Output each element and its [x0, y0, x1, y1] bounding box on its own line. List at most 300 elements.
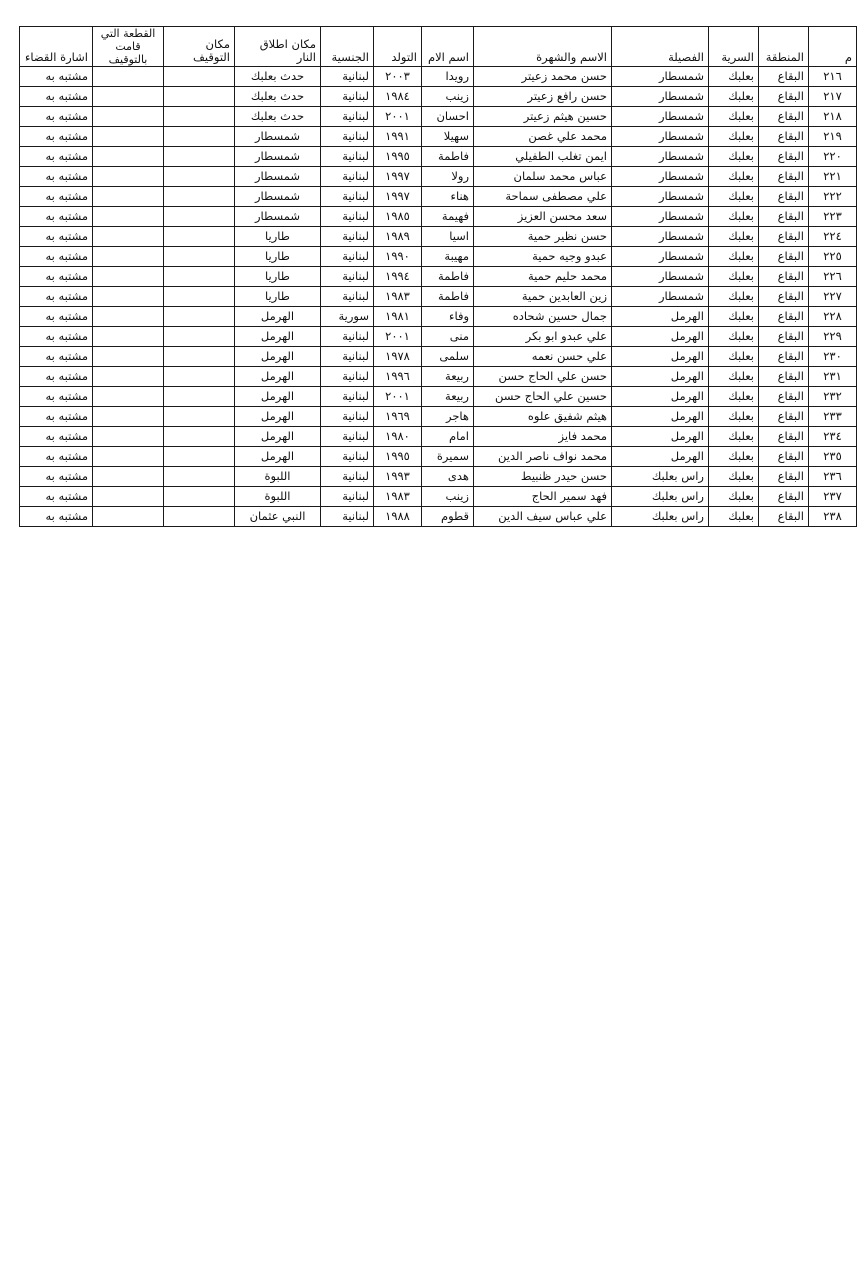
table-row	[20, 467, 857, 487]
cell-company: بعلبك	[709, 427, 759, 447]
table-row	[20, 407, 857, 427]
cell-region: البقاع	[759, 87, 809, 107]
cell-arresting-unit	[93, 407, 164, 427]
cell-name: علي عباس سيف الدين	[474, 507, 612, 527]
cell-index: ٢٣٤	[809, 427, 857, 447]
cell-region: البقاع	[759, 247, 809, 267]
cell-judiciary: مشتبه به	[20, 107, 93, 127]
cell-judiciary: مشتبه به	[20, 287, 93, 307]
cell-arresting-unit	[93, 87, 164, 107]
cell-arrest-place	[164, 267, 235, 287]
cell-arresting-unit	[93, 147, 164, 167]
cell-judiciary: مشتبه به	[20, 407, 93, 427]
cell-arresting-unit	[93, 347, 164, 367]
cell-arresting-unit	[93, 267, 164, 287]
cell-region: البقاع	[759, 267, 809, 287]
cell-judiciary: مشتبه به	[20, 347, 93, 367]
cell-fire-place: طاريا	[235, 227, 321, 247]
cell-platoon: شمسطار	[612, 247, 709, 267]
cell-company: بعلبك	[709, 447, 759, 467]
table-row	[20, 427, 857, 447]
cell-index: ٢٢٤	[809, 227, 857, 247]
cell-company: بعلبك	[709, 127, 759, 147]
cell-judiciary: مشتبه به	[20, 87, 93, 107]
cell-platoon: الهرمل	[612, 347, 709, 367]
cell-judiciary: مشتبه به	[20, 67, 93, 87]
cell-arrest-place	[164, 407, 235, 427]
cell-arrest-place	[164, 447, 235, 467]
cell-fire-place: الهرمل	[235, 407, 321, 427]
cell-fire-place: اللبوة	[235, 467, 321, 487]
header-birth: التولد	[374, 27, 422, 67]
cell-mother: وفاء	[422, 307, 474, 327]
cell-nationality: لبنانية	[321, 487, 374, 507]
cell-platoon: شمسطار	[612, 267, 709, 287]
cell-name: حسن حيدر ظنبيط	[474, 467, 612, 487]
cell-mother: زينب	[422, 87, 474, 107]
cell-company: بعلبك	[709, 407, 759, 427]
cell-name: علي مصطفى سماحة	[474, 187, 612, 207]
table-row	[20, 167, 857, 187]
cell-arrest-place	[164, 347, 235, 367]
cell-fire-place: شمسطار	[235, 167, 321, 187]
cell-nationality: لبنانية	[321, 347, 374, 367]
header-name: الاسم والشهرة	[474, 27, 612, 67]
cell-platoon: الهرمل	[612, 327, 709, 347]
table-row	[20, 507, 857, 527]
cell-name: محمد علي غصن	[474, 127, 612, 147]
cell-index: ٢١٧	[809, 87, 857, 107]
cell-arresting-unit	[93, 507, 164, 527]
cell-region: البقاع	[759, 107, 809, 127]
cell-judiciary: مشتبه به	[20, 187, 93, 207]
cell-nationality: لبنانية	[321, 447, 374, 467]
cell-region: البقاع	[759, 407, 809, 427]
cell-company: بعلبك	[709, 167, 759, 187]
cell-fire-place: طاريا	[235, 267, 321, 287]
cell-birth: ١٩٨٠	[374, 427, 422, 447]
cell-platoon: شمسطار	[612, 87, 709, 107]
cell-region: البقاع	[759, 327, 809, 347]
cell-platoon: الهرمل	[612, 367, 709, 387]
cell-index: ٢١٨	[809, 107, 857, 127]
cell-arresting-unit	[93, 467, 164, 487]
cell-company: بعلبك	[709, 267, 759, 287]
table-row	[20, 447, 857, 467]
cell-nationality: لبنانية	[321, 427, 374, 447]
table-row	[20, 187, 857, 207]
cell-fire-place: الهرمل	[235, 387, 321, 407]
document-sheet	[19, 26, 852, 527]
cell-arresting-unit	[93, 327, 164, 347]
cell-name: حسين علي الحاج حسن	[474, 387, 612, 407]
cell-arresting-unit	[93, 427, 164, 447]
cell-company: بعلبك	[709, 147, 759, 167]
cell-company: بعلبك	[709, 207, 759, 227]
cell-company: بعلبك	[709, 247, 759, 267]
table-row	[20, 327, 857, 347]
header-arrest-place: مكان التوقيف	[164, 27, 235, 67]
cell-nationality: لبنانية	[321, 167, 374, 187]
cell-region: البقاع	[759, 467, 809, 487]
cell-fire-place: الهرمل	[235, 327, 321, 347]
cell-index: ٢١٩	[809, 127, 857, 147]
header-region: المنطقة	[759, 27, 809, 67]
cell-nationality: لبنانية	[321, 87, 374, 107]
cell-judiciary: مشتبه به	[20, 327, 93, 347]
cell-platoon: راس بعلبك	[612, 507, 709, 527]
cell-name: محمد نواف ناصر الدين	[474, 447, 612, 467]
cell-judiciary: مشتبه به	[20, 247, 93, 267]
cell-arrest-place	[164, 107, 235, 127]
cell-arrest-place	[164, 167, 235, 187]
cell-mother: ربيعة	[422, 367, 474, 387]
cell-name: حسن علي الحاج حسن	[474, 367, 612, 387]
cell-mother: رولا	[422, 167, 474, 187]
cell-fire-place: الهرمل	[235, 347, 321, 367]
cell-arresting-unit	[93, 187, 164, 207]
cell-index: ٢٣١	[809, 367, 857, 387]
table-row	[20, 287, 857, 307]
cell-company: بعلبك	[709, 327, 759, 347]
cell-index: ٢٢٨	[809, 307, 857, 327]
cell-company: بعلبك	[709, 467, 759, 487]
table-body	[20, 67, 857, 527]
cell-judiciary: مشتبه به	[20, 307, 93, 327]
cell-company: بعلبك	[709, 507, 759, 527]
cell-mother: فاطمة	[422, 147, 474, 167]
cell-judiciary: مشتبه به	[20, 167, 93, 187]
cell-nationality: سورية	[321, 307, 374, 327]
cell-birth: ١٩٨١	[374, 307, 422, 327]
cell-region: البقاع	[759, 307, 809, 327]
cell-index: ٢٣٨	[809, 507, 857, 527]
cell-index: ٢٢٠	[809, 147, 857, 167]
header-nationality: الجنسية	[321, 27, 374, 67]
suspects-table	[19, 26, 857, 527]
cell-arresting-unit	[93, 287, 164, 307]
cell-nationality: لبنانية	[321, 147, 374, 167]
cell-name: حسن رافع زعيتر	[474, 87, 612, 107]
cell-region: البقاع	[759, 487, 809, 507]
cell-mother: هناء	[422, 187, 474, 207]
cell-nationality: لبنانية	[321, 507, 374, 527]
cell-name: سعد محسن العزيز	[474, 207, 612, 227]
cell-arrest-place	[164, 247, 235, 267]
cell-nationality: لبنانية	[321, 467, 374, 487]
cell-judiciary: مشتبه به	[20, 207, 93, 227]
cell-arrest-place	[164, 207, 235, 227]
cell-index: ٢٢٩	[809, 327, 857, 347]
cell-index: ٢٣٧	[809, 487, 857, 507]
cell-nationality: لبنانية	[321, 407, 374, 427]
cell-index: ٢٣٦	[809, 467, 857, 487]
cell-nationality: لبنانية	[321, 247, 374, 267]
cell-region: البقاع	[759, 367, 809, 387]
cell-fire-place: حدث بعلبك	[235, 67, 321, 87]
cell-arrest-place	[164, 487, 235, 507]
cell-region: البقاع	[759, 347, 809, 367]
cell-arresting-unit	[93, 247, 164, 267]
cell-region: البقاع	[759, 287, 809, 307]
cell-name: عبدو وجيه حمية	[474, 247, 612, 267]
cell-arresting-unit	[93, 127, 164, 147]
cell-arresting-unit	[93, 167, 164, 187]
table-row	[20, 347, 857, 367]
cell-company: بعلبك	[709, 107, 759, 127]
cell-region: البقاع	[759, 427, 809, 447]
cell-platoon: شمسطار	[612, 287, 709, 307]
cell-judiciary: مشتبه به	[20, 227, 93, 247]
cell-region: البقاع	[759, 127, 809, 147]
cell-fire-place: شمسطار	[235, 147, 321, 167]
header-fire-place: مكان اطلاق النار	[235, 27, 321, 67]
cell-arresting-unit	[93, 307, 164, 327]
header-arresting-unit: القطعة التي قامت بالتوقيف	[93, 27, 164, 67]
cell-region: البقاع	[759, 387, 809, 407]
header-platoon: الفصيلة	[612, 27, 709, 67]
cell-birth: ١٩٩٧	[374, 167, 422, 187]
cell-birth: ١٩٨٣	[374, 487, 422, 507]
cell-fire-place: شمسطار	[235, 127, 321, 147]
cell-birth: ١٩٨٨	[374, 507, 422, 527]
cell-arrest-place	[164, 307, 235, 327]
cell-mother: قطوم	[422, 507, 474, 527]
cell-region: البقاع	[759, 187, 809, 207]
cell-arresting-unit	[93, 207, 164, 227]
cell-birth: ١٩٧٨	[374, 347, 422, 367]
cell-fire-place: الهرمل	[235, 447, 321, 467]
cell-arresting-unit	[93, 67, 164, 87]
cell-index: ٢٢٥	[809, 247, 857, 267]
cell-nationality: لبنانية	[321, 67, 374, 87]
header-company: السرية	[709, 27, 759, 67]
cell-company: بعلبك	[709, 87, 759, 107]
cell-name: جمال حسين شحاده	[474, 307, 612, 327]
cell-birth: ١٩٨٣	[374, 287, 422, 307]
table-row	[20, 487, 857, 507]
cell-arrest-place	[164, 187, 235, 207]
cell-arresting-unit	[93, 447, 164, 467]
cell-arrest-place	[164, 367, 235, 387]
cell-region: البقاع	[759, 207, 809, 227]
cell-mother: رويدا	[422, 67, 474, 87]
cell-company: بعلبك	[709, 367, 759, 387]
cell-nationality: لبنانية	[321, 227, 374, 247]
cell-nationality: لبنانية	[321, 127, 374, 147]
cell-index: ٢٢٧	[809, 287, 857, 307]
cell-region: البقاع	[759, 167, 809, 187]
cell-mother: فاطمة	[422, 287, 474, 307]
cell-platoon: راس بعلبك	[612, 467, 709, 487]
cell-company: بعلبك	[709, 347, 759, 367]
header-judiciary: اشارة القضاء	[20, 27, 93, 67]
table-header-row	[20, 27, 857, 67]
cell-arresting-unit	[93, 387, 164, 407]
cell-company: بعلبك	[709, 487, 759, 507]
cell-arrest-place	[164, 467, 235, 487]
cell-mother: فاطمة	[422, 267, 474, 287]
table-row	[20, 307, 857, 327]
cell-birth: ١٩٩١	[374, 127, 422, 147]
cell-birth: ١٩٩٠	[374, 247, 422, 267]
cell-company: بعلبك	[709, 227, 759, 247]
cell-nationality: لبنانية	[321, 287, 374, 307]
cell-platoon: شمسطار	[612, 107, 709, 127]
cell-fire-place: حدث بعلبك	[235, 107, 321, 127]
cell-nationality: لبنانية	[321, 207, 374, 227]
cell-region: البقاع	[759, 507, 809, 527]
header-index: م	[809, 27, 857, 67]
cell-mother: مهيبة	[422, 247, 474, 267]
cell-index: ٢٣٢	[809, 387, 857, 407]
table-row	[20, 87, 857, 107]
cell-name: محمد فايز	[474, 427, 612, 447]
cell-platoon: الهرمل	[612, 427, 709, 447]
cell-name: هيثم شفيق علوه	[474, 407, 612, 427]
cell-nationality: لبنانية	[321, 267, 374, 287]
cell-name: فهد سمير الحاج	[474, 487, 612, 507]
cell-judiciary: مشتبه به	[20, 427, 93, 447]
cell-company: بعلبك	[709, 67, 759, 87]
cell-platoon: الهرمل	[612, 447, 709, 467]
cell-mother: اسيا	[422, 227, 474, 247]
cell-birth: ١٩٦٩	[374, 407, 422, 427]
cell-fire-place: النبي عثمان	[235, 507, 321, 527]
cell-fire-place: طاريا	[235, 247, 321, 267]
table-row	[20, 67, 857, 87]
cell-arrest-place	[164, 147, 235, 167]
cell-nationality: لبنانية	[321, 107, 374, 127]
cell-index: ٢٣٣	[809, 407, 857, 427]
cell-fire-place: شمسطار	[235, 187, 321, 207]
cell-platoon: شمسطار	[612, 127, 709, 147]
cell-mother: سلمى	[422, 347, 474, 367]
cell-region: البقاع	[759, 447, 809, 467]
cell-arrest-place	[164, 327, 235, 347]
cell-nationality: لبنانية	[321, 367, 374, 387]
cell-judiciary: مشتبه به	[20, 367, 93, 387]
cell-mother: احسان	[422, 107, 474, 127]
cell-name: عباس محمد سلمان	[474, 167, 612, 187]
cell-birth: ١٩٨٩	[374, 227, 422, 247]
table-row	[20, 227, 857, 247]
cell-company: بعلبك	[709, 307, 759, 327]
cell-arresting-unit	[93, 227, 164, 247]
table-row	[20, 387, 857, 407]
cell-index: ٢٢١	[809, 167, 857, 187]
table-row	[20, 127, 857, 147]
cell-fire-place: شمسطار	[235, 207, 321, 227]
cell-name: محمد حليم حمية	[474, 267, 612, 287]
cell-region: البقاع	[759, 147, 809, 167]
cell-mother: سهيلا	[422, 127, 474, 147]
cell-birth: ٢٠٠١	[374, 107, 422, 127]
cell-index: ٢٢٣	[809, 207, 857, 227]
cell-index: ٢١٦	[809, 67, 857, 87]
table-row	[20, 367, 857, 387]
cell-arresting-unit	[93, 487, 164, 507]
cell-mother: هاجر	[422, 407, 474, 427]
table-row	[20, 207, 857, 227]
cell-judiciary: مشتبه به	[20, 467, 93, 487]
cell-birth: ١٩٩٤	[374, 267, 422, 287]
cell-birth: ١٩٨٤	[374, 87, 422, 107]
cell-judiciary: مشتبه به	[20, 387, 93, 407]
cell-judiciary: مشتبه به	[20, 267, 93, 287]
cell-region: البقاع	[759, 67, 809, 87]
cell-name: زين العابدين حمية	[474, 287, 612, 307]
cell-arresting-unit	[93, 107, 164, 127]
cell-fire-place: حدث بعلبك	[235, 87, 321, 107]
cell-mother: ربيعة	[422, 387, 474, 407]
cell-mother: سميرة	[422, 447, 474, 467]
cell-fire-place: طاريا	[235, 287, 321, 307]
cell-fire-place: اللبوة	[235, 487, 321, 507]
cell-mother: امام	[422, 427, 474, 447]
cell-name: علي عبدو ابو بكر	[474, 327, 612, 347]
cell-judiciary: مشتبه به	[20, 447, 93, 467]
cell-arrest-place	[164, 67, 235, 87]
cell-platoon: شمسطار	[612, 227, 709, 247]
cell-platoon: شمسطار	[612, 207, 709, 227]
cell-birth: ٢٠٠٣	[374, 67, 422, 87]
cell-index: ٢٢٦	[809, 267, 857, 287]
table-row	[20, 147, 857, 167]
cell-fire-place: الهرمل	[235, 367, 321, 387]
cell-nationality: لبنانية	[321, 327, 374, 347]
cell-index: ٢٢٢	[809, 187, 857, 207]
cell-nationality: لبنانية	[321, 187, 374, 207]
cell-arrest-place	[164, 507, 235, 527]
cell-mother: زينب	[422, 487, 474, 507]
cell-nationality: لبنانية	[321, 387, 374, 407]
cell-name: علي حسن نعمه	[474, 347, 612, 367]
cell-company: بعلبك	[709, 387, 759, 407]
cell-birth: ١٩٩٣	[374, 467, 422, 487]
cell-region: البقاع	[759, 227, 809, 247]
cell-birth: ٢٠٠١	[374, 387, 422, 407]
cell-name: حسن نظير حمية	[474, 227, 612, 247]
cell-fire-place: الهرمل	[235, 307, 321, 327]
cell-mother: هدى	[422, 467, 474, 487]
cell-platoon: الهرمل	[612, 307, 709, 327]
cell-platoon: شمسطار	[612, 167, 709, 187]
cell-birth: ١٩٩٦	[374, 367, 422, 387]
cell-mother: فهيمة	[422, 207, 474, 227]
cell-company: بعلبك	[709, 187, 759, 207]
cell-platoon: راس بعلبك	[612, 487, 709, 507]
cell-birth: ٢٠٠١	[374, 327, 422, 347]
cell-index: ٢٣٥	[809, 447, 857, 467]
cell-arrest-place	[164, 227, 235, 247]
cell-arrest-place	[164, 387, 235, 407]
cell-platoon: شمسطار	[612, 147, 709, 167]
cell-birth: ١٩٨٥	[374, 207, 422, 227]
cell-platoon: شمسطار	[612, 67, 709, 87]
cell-index: ٢٣٠	[809, 347, 857, 367]
cell-arresting-unit	[93, 367, 164, 387]
table-row	[20, 247, 857, 267]
cell-arrest-place	[164, 427, 235, 447]
cell-birth: ١٩٩٧	[374, 187, 422, 207]
cell-judiciary: مشتبه به	[20, 147, 93, 167]
cell-fire-place: الهرمل	[235, 427, 321, 447]
cell-mother: منى	[422, 327, 474, 347]
cell-name: ايمن تغلب الطفيلي	[474, 147, 612, 167]
header-mother: اسم الام	[422, 27, 474, 67]
cell-birth: ١٩٩٥	[374, 447, 422, 467]
